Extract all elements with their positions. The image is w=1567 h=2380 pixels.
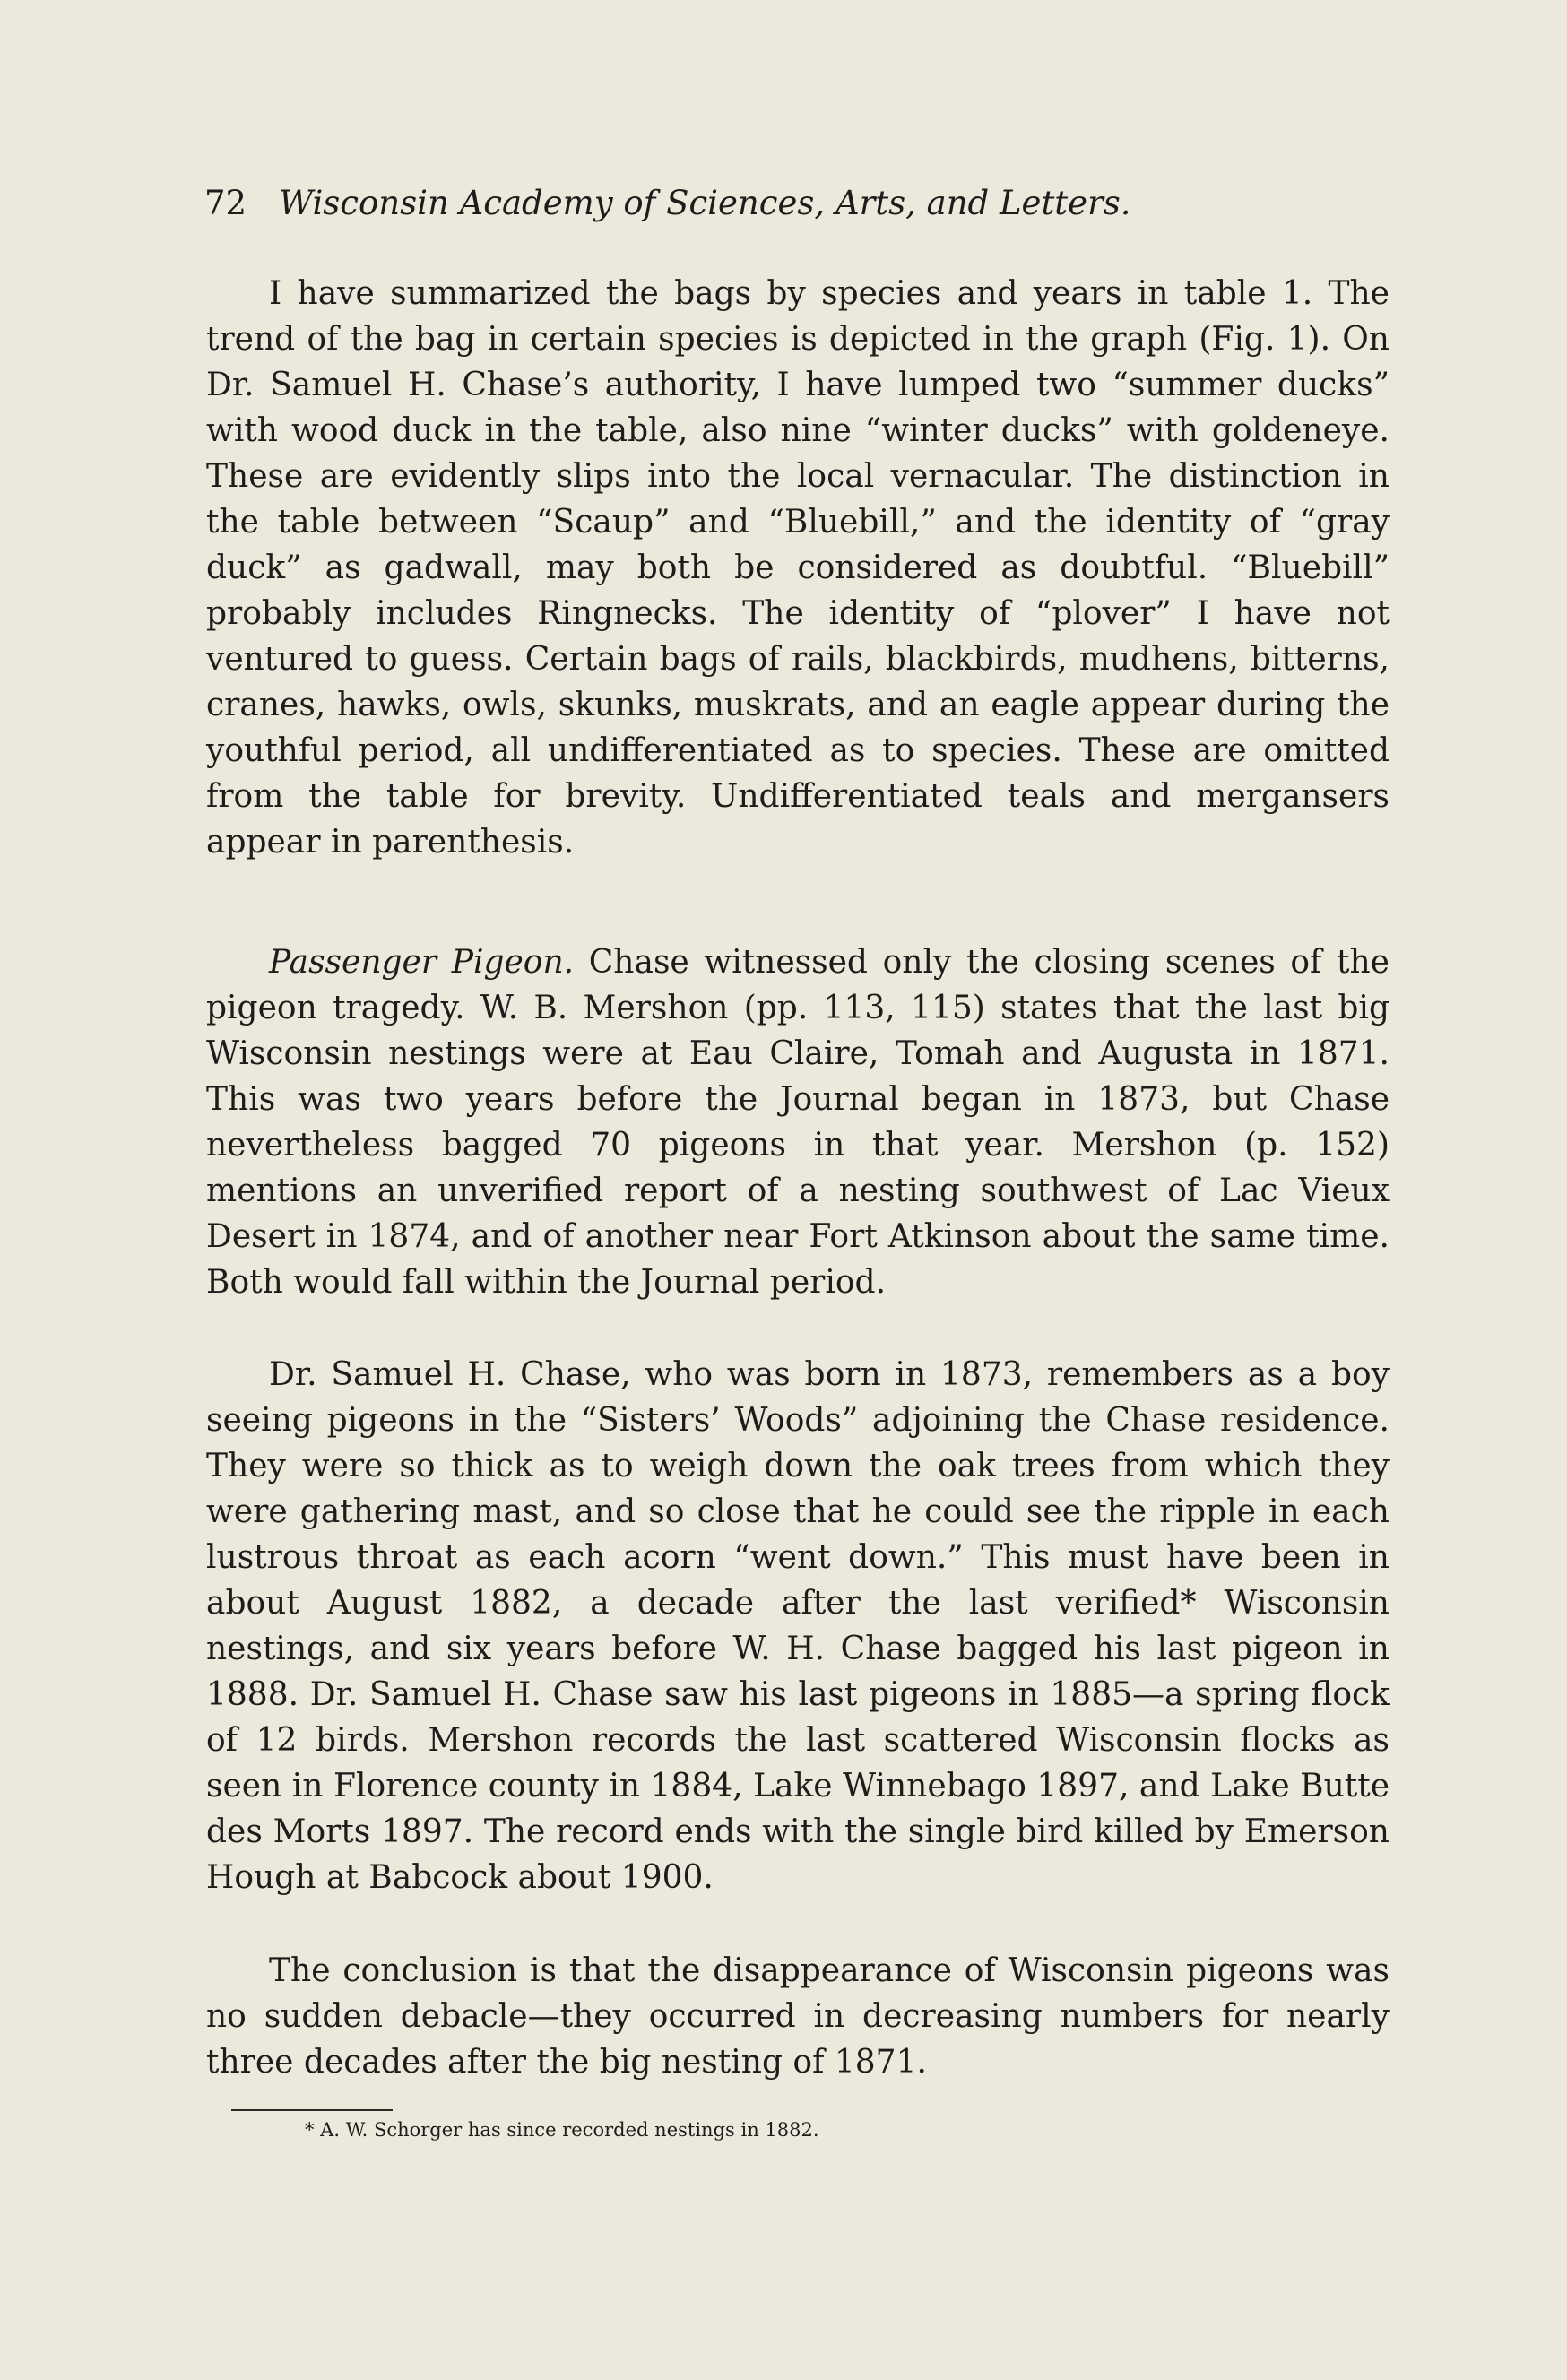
running-header [204, 184, 1131, 222]
footnote: * A. W. Schorger has since recorded nestings in 1882. [305, 2119, 819, 2141]
paragraph-text: Chase witnessed only the closing scenes of the pigeon tragedy. W. B. Mershon (pp. 113, 115) states that the last big Wisconsin nestings were at Eau Claire, Tomah and Augusta in 1871. This was two years before the Journal began in 1873, but Chase nevertheless bagged 70 pigeons in that year. Mershon (p. 152) mentions an unverified report of a nesting southwest of Lac Vieux Desert in 1874, and of another near Fort Atkinson about the same time. Both would fall within the Journal period. [206, 944, 1390, 1301]
paragraph-summary: I have summarized the bags by species and years in table 1. The trend of the bag in certain species is depicted in the graph (Fig. 1). On Dr. Samuel H. Chase’s authority, I have lumped two “summer ducks” with wood duck in the table, also nine “winter ducks” with goldeneye. These are evidently slips into the local vernacular. The distinction in the table between “Scaup” and “Bluebill,” and the identity of “gray duck” as gadwall, may both be considered as doubtful. “Bluebill” probably includes Ringnecks. The identity of “plover” I have not ventured to guess. Certain bags of rails, blackbirds, mudhens, bitterns, cranes, hawks, owls, skunks, muskrats, and an eagle appear during the youthful period, all undifferentiated as to species. These are omitted from the table for brevity. Undifferentiated teals and mergansers appear in parenthesis. [206, 275, 1390, 861]
paragraph-passenger-pigeon [206, 939, 1390, 1305]
paragraph-conclusion: The conclusion is that the disappearance of Wisconsin pigeons was no sudden debacle—they occurred in decreasing numbers for nearly three decades after the big nesting of 1871. [206, 1952, 1390, 2081]
section-lead: Passenger Pigeon. [269, 944, 575, 981]
journal-title: Wisconsin Academy of Sciences, Arts, and Letters. [279, 184, 1131, 222]
footnote-divider [231, 2109, 393, 2111]
paragraph-chase-recollection: Dr. Samuel H. Chase, who was born in 1873, remembers as a boy seeing pigeons in the “Sisters’ Woods” adjoining the Chase residence. They were so thick as to weigh down the oak trees from which they were gathering mast, and so close that he could see the ripple in each lustrous throat as each acorn “went down.” This must have been in about August 1882, a decade after the last verified* Wisconsin nestings, and six years before W. H. Chase bagged his last pigeon in 1888. Dr. Samuel H. Chase saw his last pigeons in 1885—a spring flock of 12 birds. Mershon records the last scattered Wisconsin flocks as seen in Florence county in 1884, Lake Winnebago 1897, and Lake Butte des Morts 1897. The record ends with the single bird killed by Emerson Hough at Babcock about 1900. [206, 1356, 1390, 1896]
page-number: 72 [204, 184, 247, 222]
